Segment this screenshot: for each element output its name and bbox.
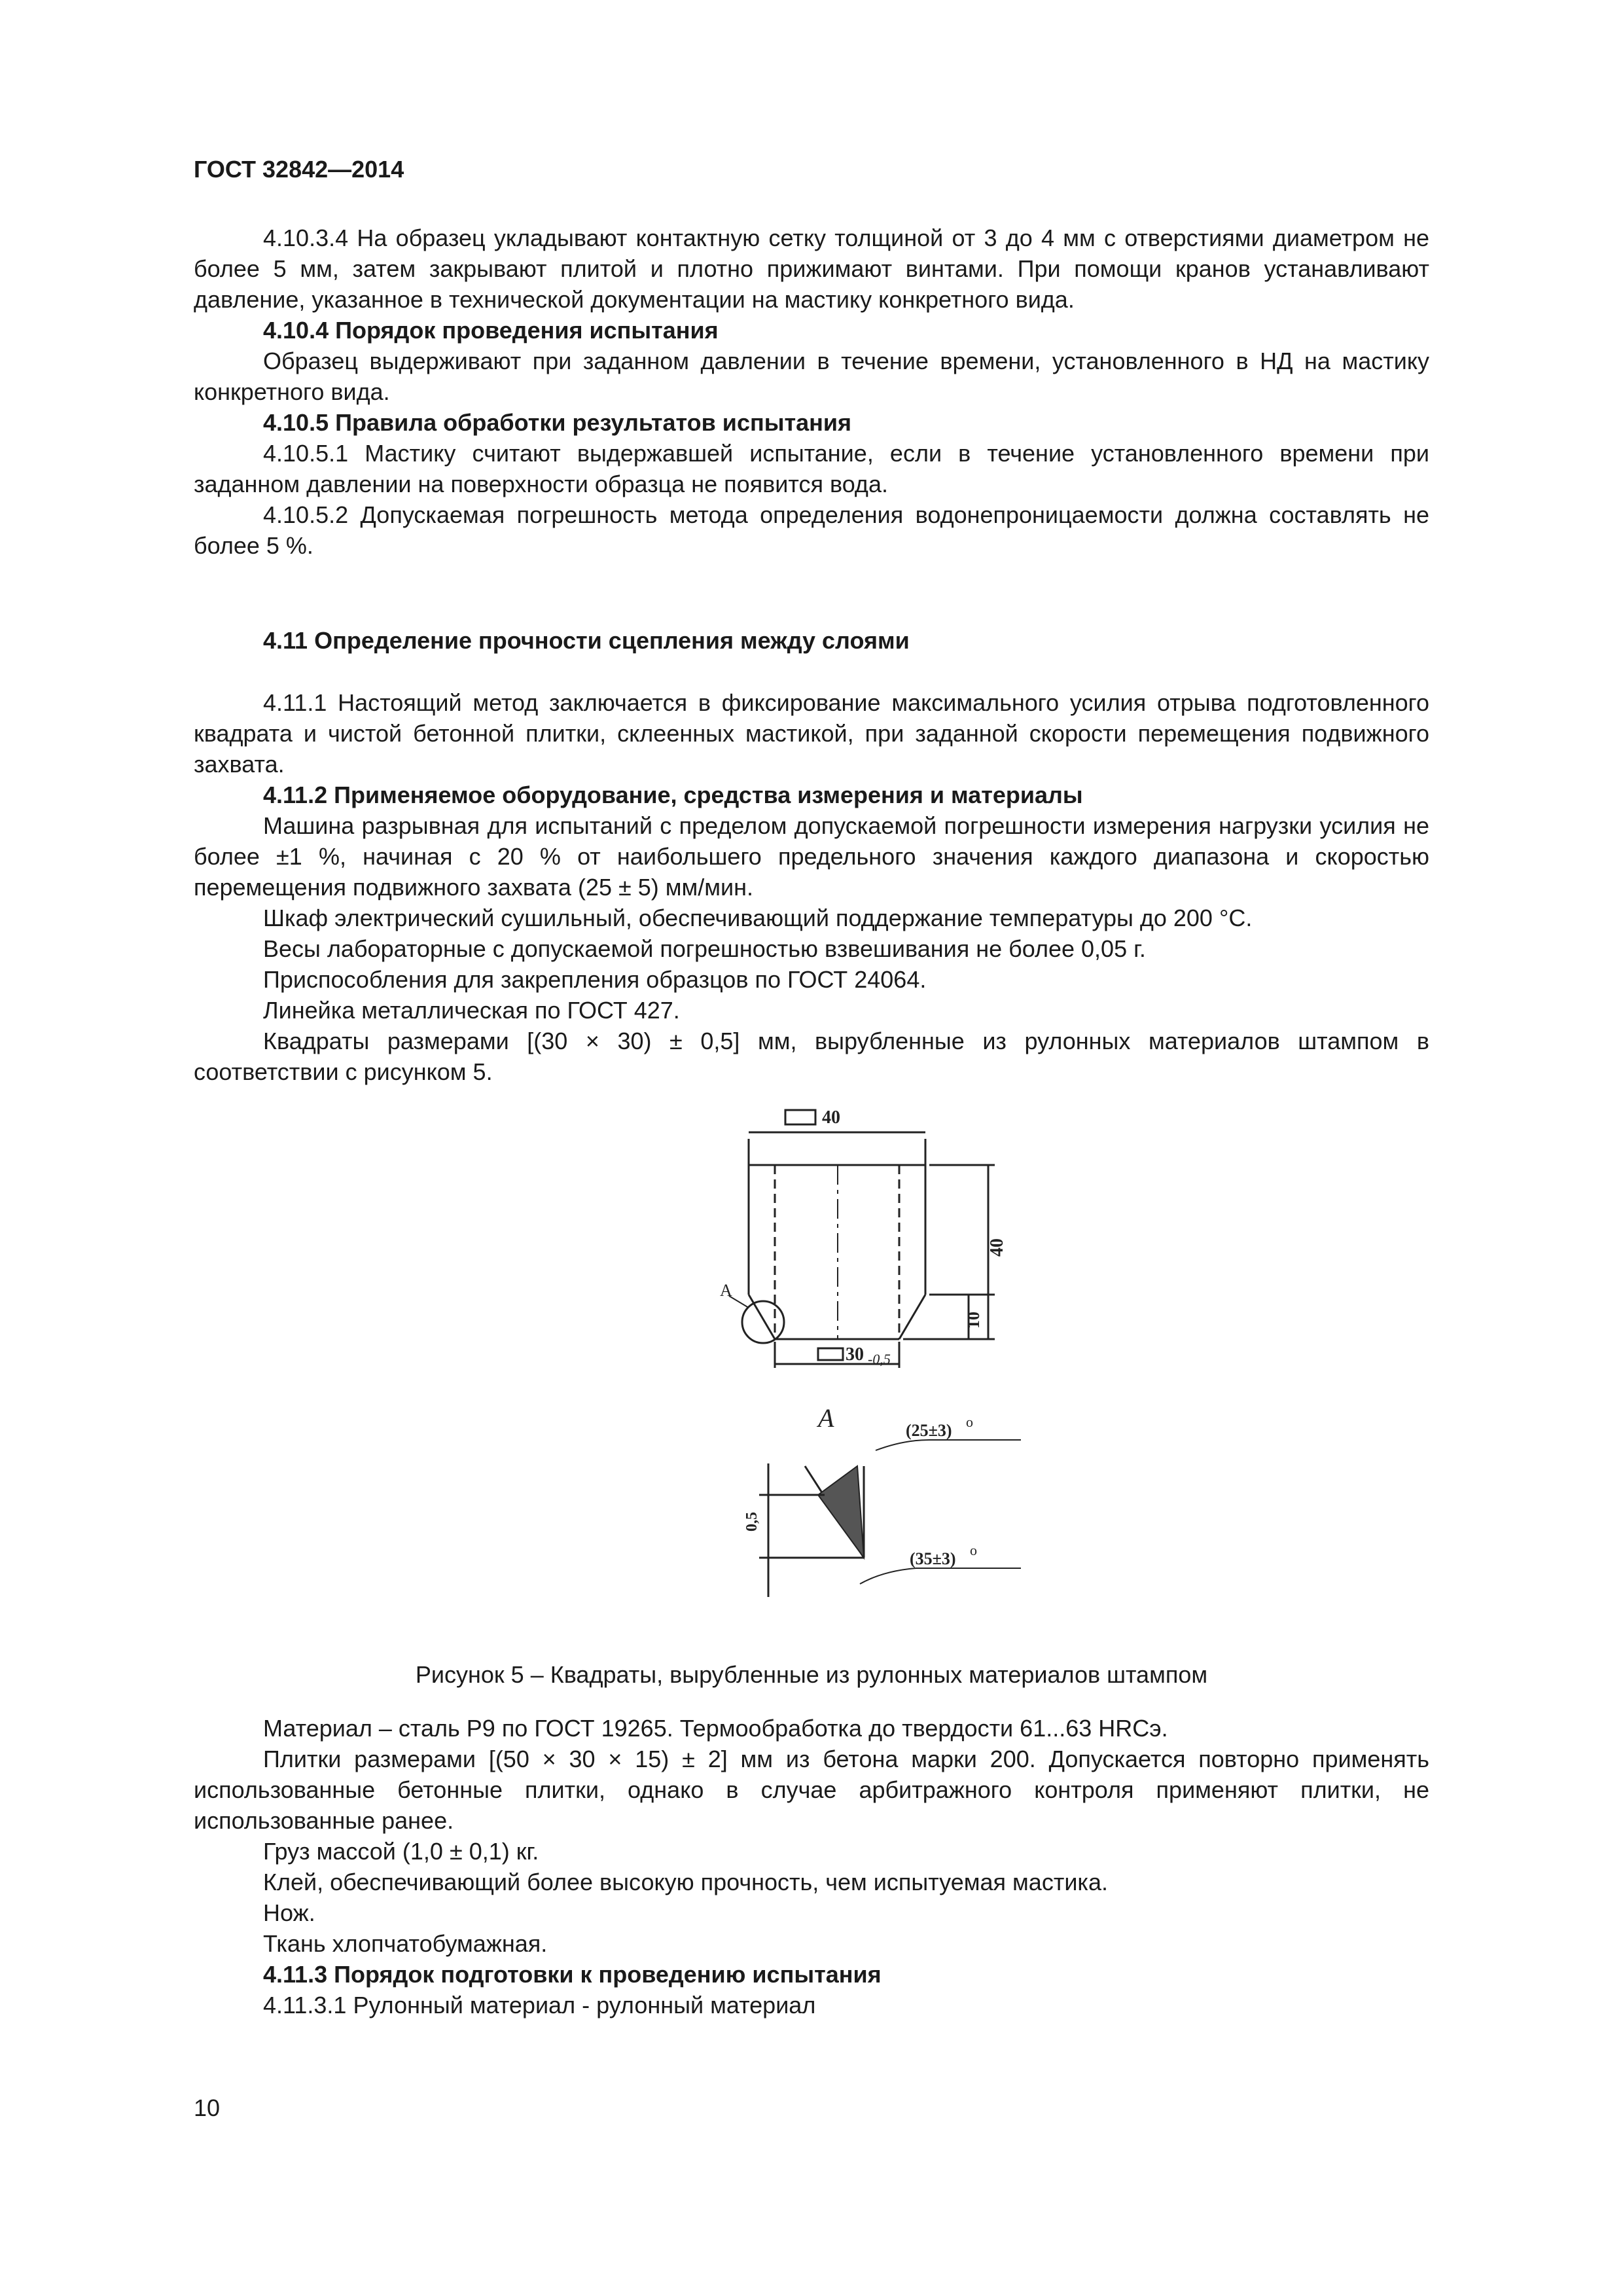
dim-label-top: 40 bbox=[822, 1107, 840, 1128]
paragraph-drying-cabinet: Шкаф электрический сушильный, обеспечивающий поддержание температуры до 200 °С. bbox=[263, 905, 1253, 931]
paragraph-testing-machine: Машина разрывная для испытаний с пределом допускаемой погрешности измерения нагрузки усилия не более ±1 %, начиная с 20 % от наибольшего предельного значения каждого диапазона и скоростью перемещения подвижного захвата (25 ± 5) мм/мин. bbox=[194, 812, 1429, 901]
paragraph-glue: Клей, обеспечивающий более высокую прочность, чем испытуемая мастика. bbox=[263, 1869, 1108, 1895]
paragraph-cloth: Ткань хлопчатобумажная. bbox=[263, 1930, 548, 1957]
paragraph-weight: Груз массой (1,0 ± 0,1) кг. bbox=[263, 1838, 539, 1865]
paragraph-fixtures: Приспособления для закрепления образцов по ГОСТ 24064. bbox=[263, 966, 927, 993]
dim-label-right: 40 bbox=[987, 1238, 1007, 1257]
angle-leader-top bbox=[876, 1440, 1021, 1450]
page-number: 10 bbox=[194, 2094, 221, 2121]
die-right-bevel bbox=[899, 1295, 925, 1339]
section-materials-text bbox=[194, 1713, 1429, 2020]
detail-mark-a: А bbox=[720, 1281, 732, 1300]
detail-hatched-wedge bbox=[818, 1466, 864, 1558]
angle-label-top: (25±3) bbox=[906, 1421, 952, 1440]
section-4-11-text bbox=[194, 687, 1429, 1087]
figure-5-die-drawing bbox=[720, 1100, 1021, 1649]
degree-mark-top: о bbox=[966, 1414, 973, 1430]
paragraph-tiles: Плитки размерами [(50 × 30 × 15) ± 2] мм из бетона марки 200. Допускается повторно применять использованные бетонные плитки, однако в случае арбитражного контроля применяют плитки, не использованные ранее. bbox=[194, 1746, 1429, 1834]
figure-caption: Рисунок 5 – Квадраты, вырубленные из рулонных материалов штампом bbox=[415, 1661, 1208, 1688]
paragraph-lab-scales: Весы лабораторные с допускаемой погрешностью взвешивания не более 0,05 г. bbox=[263, 935, 1146, 962]
paragraph-4-10-3-4: 4.10.3.4 На образец укладывают контактную сетку толщиной от 3 до 4 мм с отверстиями диаметром не более 5 мм, затем закрывают плитой и плотно прижимают винтами. При помощи кранов устанавливают давление, указанное в технической документации на мастику конкретного вида. bbox=[194, 224, 1429, 313]
dim-label-bottom: 30 bbox=[846, 1344, 864, 1365]
dim-label-small: 10 bbox=[964, 1312, 983, 1329]
heading-4-10-4: 4.10.4 Порядок проведения испытания bbox=[263, 317, 719, 344]
paragraph-4-10-4: Образец выдерживают при заданном давлении в течение времени, установленного в НД на мастику конкретного вида. bbox=[194, 348, 1429, 405]
square-symbol-bottom bbox=[818, 1348, 843, 1360]
degree-mark-bottom: о bbox=[970, 1542, 977, 1558]
heading-4-10-5: 4.10.5 Правила обработки результатов испытания bbox=[263, 409, 851, 436]
paragraph-knife: Нож. bbox=[263, 1899, 315, 1926]
square-symbol-top bbox=[785, 1110, 815, 1124]
paragraph-ruler: Линейка металлическая по ГОСТ 427. bbox=[263, 997, 680, 1024]
angle-leader-bottom bbox=[860, 1568, 1021, 1584]
paragraph-squares: Квадраты размерами [(30 × 30) ± 0,5] мм, вырубленные из рулонных материалов штампом в соответствии с рисунком 5. bbox=[194, 1028, 1429, 1085]
paragraph-4-11-1: 4.11.1 Настоящий метод заключается в фиксирование максимального усилия отрыва подготовленного квадрата и чистой бетонной плитки, склеенных мастикой, при заданной скорости перемещения подвижного захвата. bbox=[194, 689, 1429, 778]
section-4-10-text bbox=[194, 223, 1429, 561]
standard-code-header: ГОСТ 32842—2014 bbox=[194, 156, 404, 183]
paragraph-4-11-3-1: 4.11.3.1 Рулонный материал - рулонный материал bbox=[263, 1992, 816, 2018]
paragraph-material-steel: Материал – сталь Р9 по ГОСТ 19265. Термообработка до твердости 61...63 HRCэ. bbox=[263, 1715, 1168, 1742]
dim-tolerance-bottom: -0,5 bbox=[868, 1351, 891, 1367]
detail-title-a: А bbox=[818, 1403, 834, 1433]
heading-4-11-3: 4.11.3 Порядок подготовки к проведению испытания bbox=[263, 1961, 882, 1988]
heading-4-11: 4.11 Определение прочности сцепления между слоями bbox=[263, 627, 910, 654]
angle-label-bottom: (35±3) bbox=[910, 1549, 956, 1568]
paragraph-4-10-5-2: 4.10.5.2 Допускаемая погрешность метода определения водонепроницаемости должна составлять не более 5 %. bbox=[194, 501, 1429, 559]
paragraph-4-10-5-1: 4.10.5.1 Мастику считают выдержавшей испытание, если в течение установленного времени при заданном давлении на поверхности образца не появится вода. bbox=[194, 440, 1429, 497]
dim-label-detail: 0,5 bbox=[743, 1512, 760, 1532]
heading-4-11-2: 4.11.2 Применяемое оборудование, средства измерения и материалы bbox=[263, 781, 1083, 808]
